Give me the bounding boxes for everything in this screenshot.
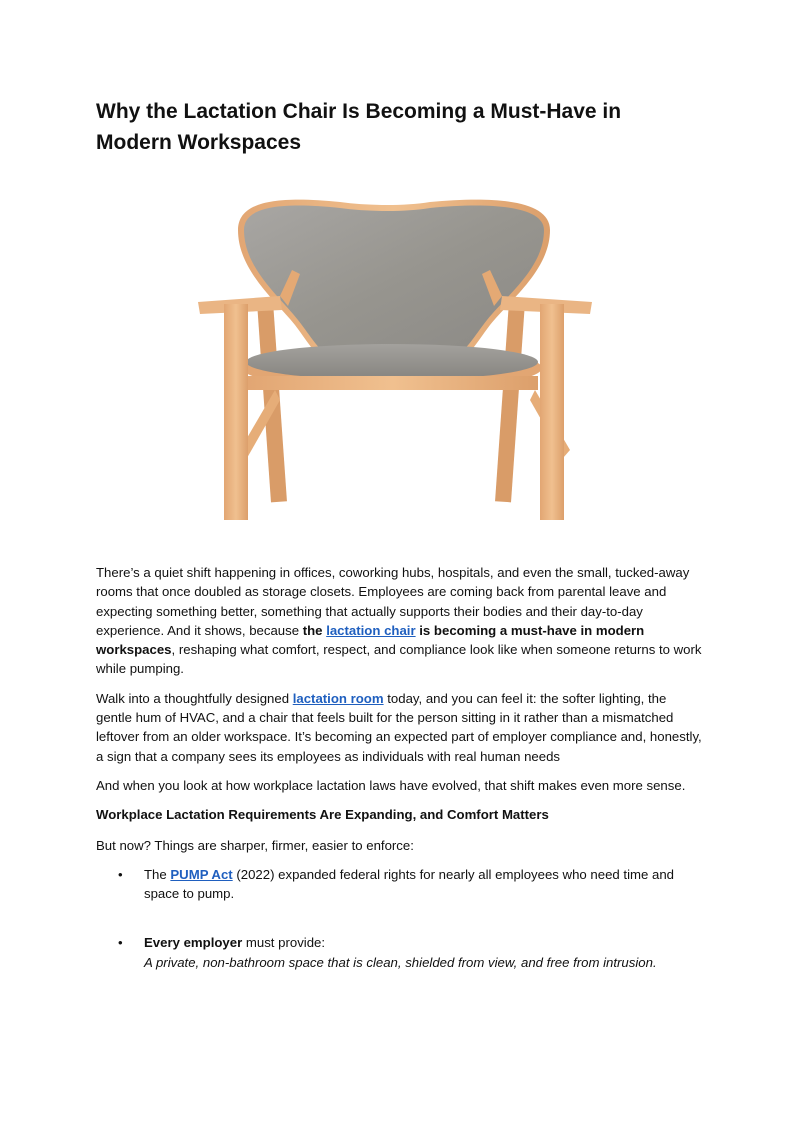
- paragraph-text: , reshaping what comfort, respect, and compliance look like when someone returns to work while pumping.: [96, 642, 702, 677]
- bold-text: is becoming a must-have in modern workspaces: [96, 622, 645, 658]
- list-text: must provide:: [242, 935, 326, 951]
- article-body: [96, 563, 702, 972]
- chair-image: [130, 190, 650, 540]
- page-title: Why the Lactation Chair Is Becoming a Must-Have in Modern Workspaces: [96, 100, 622, 154]
- laws-paragraph: And when you look at how workplace lactation laws have evolved, that shift makes even more sense.: [96, 777, 686, 793]
- bold-text: the: [302, 622, 327, 638]
- section-subheading: Workplace Lactation Requirements Are Expanding, and Comfort Matters: [96, 807, 549, 823]
- room-paragraph: [96, 689, 702, 766]
- list-text: (2022) expanded federal rights for nearly all employees who need time and space to pump.: [144, 866, 674, 902]
- pump-act-link[interactable]: PUMP Act: [170, 866, 233, 882]
- list-item: [96, 933, 702, 972]
- lactation-chair-link[interactable]: lactation chair: [326, 622, 416, 638]
- paragraph-text: Walk into a thoughtfully designed: [96, 690, 293, 706]
- intro-paragraph: [96, 563, 702, 679]
- italic-text: A private, non-bathroom space that is clean, shielded from view, and free from intrusion.: [144, 954, 657, 970]
- paragraph-text: There’s a quiet shift happening in offices, coworking hubs, hospitals, and even the small, tucked-away rooms that once doubled as storage closets. Employees are coming back from parental leave and expecting something better, something that actually supports their bodies and their day-to-day experience. And it shows, because: [96, 565, 690, 638]
- list-text: The: [144, 866, 171, 882]
- bold-text: Every employer: [144, 935, 243, 951]
- enforce-paragraph: But now? Things are sharper, firmer, easier to enforce:: [96, 837, 414, 853]
- page-content: [96, 96, 700, 158]
- paragraph-text: today, and you can feel it: the softer lighting, the gentle hum of HVAC, and a chair that feels built for the person sitting in it rather than a mismatched leftover from an older workspace. It’s becoming an expected part of employer compliance and, honestly, a sign that a company sees its employees as individuals with real human needs: [96, 690, 702, 764]
- lactation-chair-photo-icon: [130, 190, 650, 540]
- lactation-room-link[interactable]: lactation room: [292, 690, 384, 706]
- requirements-list: [96, 865, 702, 972]
- list-item: [96, 865, 702, 904]
